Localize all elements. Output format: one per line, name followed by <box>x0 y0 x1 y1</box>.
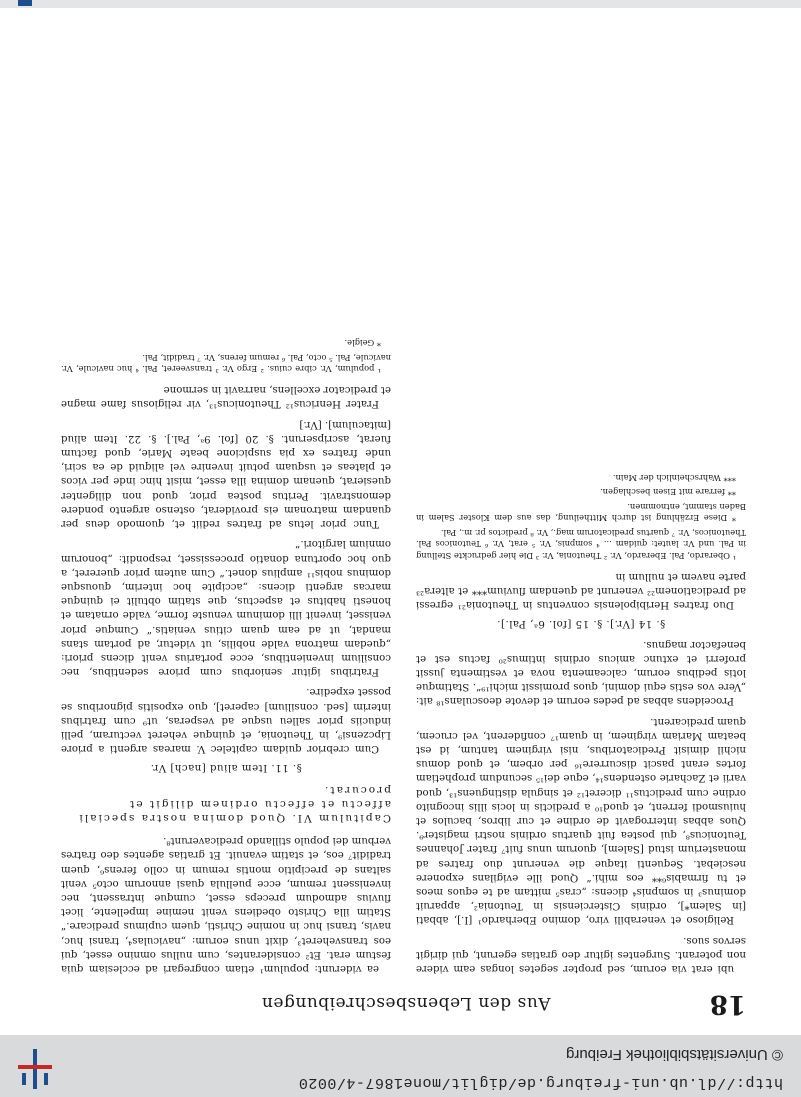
footnotes <box>61 337 391 374</box>
paragraph: Duo fratres Heribipolensis conventus in Theutonia²¹ egressi ad predicationem²² venerunt ad quendam fluvium*** et altera²³ parte navem et nullum in <box>416 570 746 611</box>
footer-url[interactable]: http://dl.ub.uni-freiburg.de/diglit/mone1867-4/0020 <box>298 1074 783 1091</box>
footnote: * Geigle. <box>344 338 381 349</box>
left-column <box>416 469 746 975</box>
page-number: 18 <box>709 989 746 1019</box>
footer-copyright: © Universitätsbibliothek Freiburg <box>566 1046 783 1063</box>
top-strip <box>0 0 801 8</box>
paragraph: Fratribus igitur seniorbus cum priore sedentibus, nec consilium invenientibus, ecce portarius venit dicens priori: „quedam matrona valde nobilis, ut videtur, ad portam stans mandat, ut ad eam quam citius veniatis.“ Cumque prior venisset, invenit illi dominum venuste forme, valde ornatam et honesti habitus et aspectus, que statim obtulit ei quinque marcas argenti dicens: „accipite hoc interim, quousque dominus nobis¹¹ amplius donet.“ Cum autem prior quereret, a quo hoc oportuna donatio processisset, respondit: „bonorum omnium largitori.“ <box>61 538 391 678</box>
right-column <box>61 334 391 975</box>
chapter-heading: Capitulum VI. Quod domina nostra speciali affectu et effectu ordinem diligit et procurat. <box>77 783 391 824</box>
paragraph: Tunc prior letus ad fratres rediit et, quomodo deus per quandam matronam eis providerat, ostenso argento pondere demonstravit. Peritus postea prior, quod non diligenter quesierat, quenam domina illa esset, misit hinc inde per vicos et plateas et usquam potuit invenire vel aliquid de ea sciri, unde fratres ex pia suspicione beate Marie, quod factum fuerat, ascripserunt. §. 20 [fol. 9ᵃ, Pal.]. §. 22. Item aliud [mitaculum]. [Vr.] <box>61 418 391 530</box>
footnote: * Diese Erzählung ist durch Mittheilung, das aus dem Kloster Salem in Baden stammt, entnommen. <box>416 501 746 524</box>
paragraph: ea viderunt: populum¹ etiam congregari ad ecclesiam quia festum erat. Et² considerantes, cum nullus omnino esset, qui eos transveheret³, dixit unus eorum: „naviculas⁴, transi huc, navis, transi huc in nomine Christi, quem cupimus predicare.“ Statim illa Christo obediens venit nemine impellente, licet fluvius admodum preceps esset, cumque intrassent, nec invenissent remum, ecce puellula quasi annorum octo⁵ venit saltans de precipitio montis remum in collo ferens⁶, quem tradidit⁷ eos, et statim evanuit. Et gratias agentes deo fratres verbum dei populo stillando predicaverunt⁸. <box>61 835 391 974</box>
paragraph: ubi erat via eorum, sed propter segetes longas eam videre non poterant. Surgentes igitur deo gratias egerunt, qui dirigit servos suos. <box>416 934 746 974</box>
footnote: ** ferrare mit Eisen beschlagen. <box>600 487 736 498</box>
library-footer <box>0 1035 801 1097</box>
footnote: ¹ populum, Vr. cibre cuius. ² Ergo Vr. ³ transveeret, Pal. ⁴ huc navicule, Vr. navicule, Pal. ⁵ octo, Pal. ⁶ remum ferens, Vr. ⁷ tradidit, Pal. <box>61 352 391 375</box>
paragraph: Proceidens abbas ad pedes eorum et devote deosculans¹⁸ ait: „Vere vos estis equi domini, quos promissit michi¹⁹“. Statimque lotis pedibus eorum, calceamenta nova et vestimenta jussit proferri et extunc amicus ordinis intimus²⁰ factus est et benefactor magnus. <box>416 638 746 707</box>
page-content <box>56 19 746 1019</box>
strip-marker-icon <box>18 0 32 6</box>
section-heading: §. 14 [Vr.]. §. 15 [fol. 6ᵃ, Pal.]. <box>496 618 666 630</box>
library-logo-icon <box>14 1049 56 1089</box>
section-heading: §. 11. Item aliud [nach] Vr. <box>150 762 302 774</box>
paragraph: Cum crebrior quidam capitelec V. mareas argenti a priore Lipczensi⁹, in Theutonia, et quinque veheret vecturam, pelli induciis prior salleu usque ad vesperas, ut⁹ cum fratribus interim [sed. consilium] caperet], quo expositis pignoribus se posset expedire. <box>61 686 391 755</box>
paragraph: Frater Henricus¹² Theutonicus¹³, vir religiosus fame magne et predicator excellens, narravit in sermone <box>61 384 391 410</box>
paragraph: Religioso et venerabili viro, domino Eberhardo¹ [I.], abbati [in Salem*], ordinis Cisterciensis in Teutonia², apparuit dominus³ in sompnis⁴ dicens: „cras⁵ mittam ad te equos meos et tu firmabis⁶** eos mihi.“ Quod ille evigilans exponere nesciebat. Sequenti itaque die venerunt duo fratres ad monasterium istud [Salem], quorum unus fuit⁷ frater Johannes Teutonicus⁸, qui postea fuit quartus ordinis nostri magister⁹. Quos abbas interrogavit de ordine et cur libros, baculos et huiusmodi ferrent, et quod¹⁰ a predictis in locis illis incognito ordine cum predictus¹¹ diceret¹² et singula distinguens¹³, quod varii et Zacharie ostendens¹⁴, eque dei¹⁵ secundum prophetiam fortes erant pascit discurrere¹⁶ per orbem, et quod domus nichil dimisit Predicatoribus, nisi virginem tantum, id est beatam Mariam virginem, in quam¹⁷ confiderent, vel crucem, quam predicarent. <box>416 715 746 926</box>
running-head: Aus den Lebensbeschreibungen <box>261 993 551 1013</box>
footnote: ¹ Oberardo, Pal. Eberardo, Vr. ² Theutonia, Vr. ³ Die hier gedruckte Stellung in Pal. und Vr. lautet: quidam ... ⁴ sompnis, Vr. ⁵ erat, Vr. ⁶ Teutonicos Pal. Theutonicos, Vr. ⁷ quartus predicatorum mag., Vr. ⁸ predictos pr. m., Pal. <box>416 527 746 561</box>
footnotes <box>416 472 746 561</box>
footnote: *** Wahrscheinlich der Main. <box>612 473 736 484</box>
